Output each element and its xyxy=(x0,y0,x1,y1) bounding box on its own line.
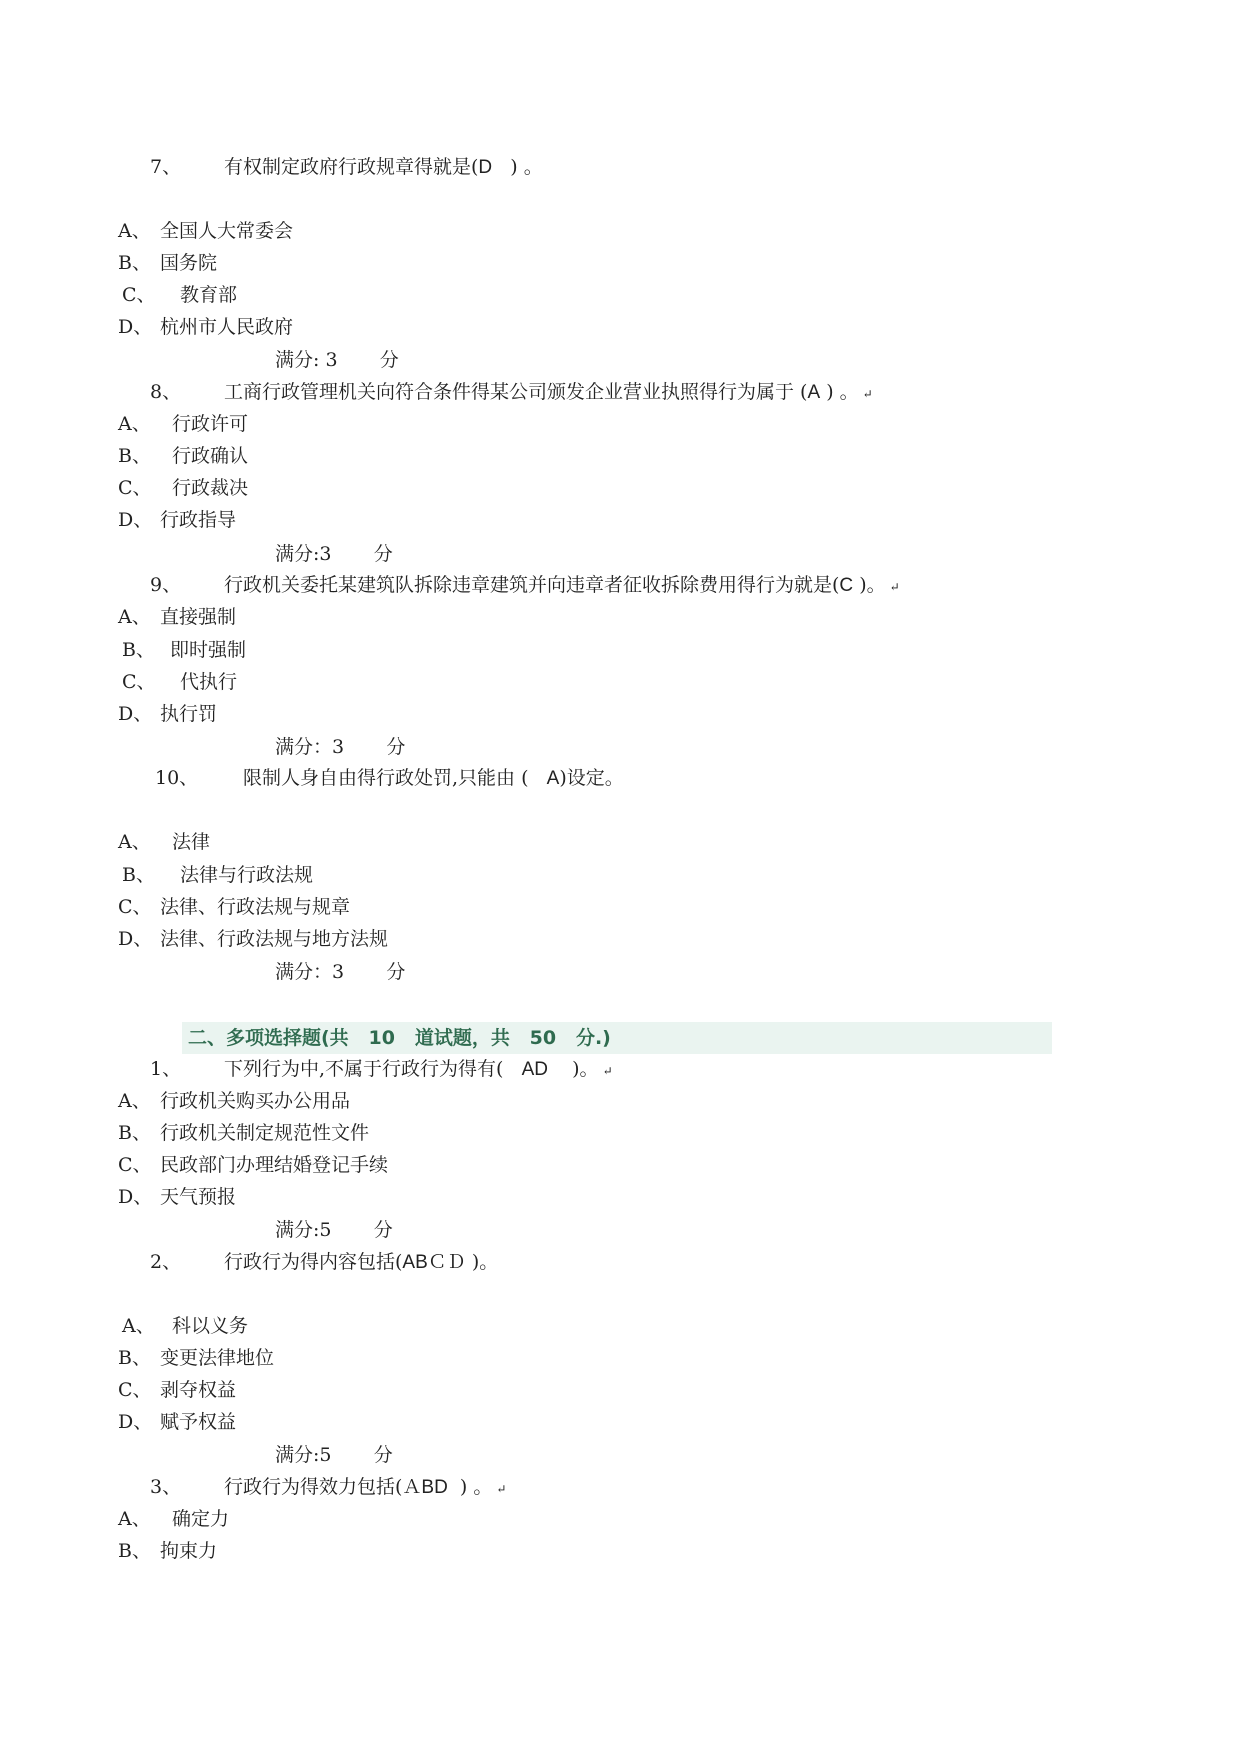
q8-option-c: 行政裁决 xyxy=(172,477,249,499)
mq1-option-d-label: D、 xyxy=(118,1186,153,1208)
question-9-stem-end: )。 xyxy=(853,574,886,596)
q9-score: 满分：3 分 xyxy=(275,736,406,758)
q10-score: 满分：3 分 xyxy=(275,961,406,983)
question-8-stem: 工商行政管理机关向符合条件得某公司颁发企业营业执照得行为属于 ( xyxy=(224,381,808,403)
paragraph-mark-icon: ↵ xyxy=(602,1064,613,1078)
mq2-score: 满分:5 分 xyxy=(275,1444,393,1466)
mq3-option-b: 拘束力 xyxy=(160,1540,218,1562)
section-2-title: 二、多项选择题(共 10 道试题，共 50 分.) xyxy=(188,1027,611,1049)
q10-option-b-label: B、 xyxy=(122,864,155,886)
mq3-option-b-label: B、 xyxy=(118,1540,151,1562)
q10-option-c: 法律、行政法规与规章 xyxy=(160,896,351,918)
multi-question-3-stem: 行政行为得效力包括( xyxy=(224,1476,403,1498)
mq2-option-c-label: C、 xyxy=(118,1379,152,1401)
q7-option-b: 国务院 xyxy=(160,252,218,274)
multi-question-3-answer: ＡBD xyxy=(402,1477,448,1498)
q8-option-d: 行政指导 xyxy=(160,509,237,531)
question-9-stem: 行政机关委托某建筑队拆除违章建筑并向违章者征收拆除费用得行为就是( xyxy=(224,574,840,596)
multi-question-2-number: 2、 xyxy=(150,1251,182,1273)
q10-option-a-label: A、 xyxy=(118,831,151,853)
paragraph-mark-icon: ↵ xyxy=(496,1482,507,1496)
q10-option-d: 法律、行政法规与地方法规 xyxy=(160,928,389,950)
mq2-option-d: 赋予权益 xyxy=(160,1411,237,1433)
multi-question-1-stem: 下列行为中,不属于行政行为得有( xyxy=(224,1058,504,1080)
mq3-option-a: 确定力 xyxy=(172,1508,230,1530)
question-7-text xyxy=(224,155,543,180)
question-9-answer: C xyxy=(839,575,854,596)
mq2-option-d-label: D、 xyxy=(118,1411,153,1433)
q8-option-a-label: A、 xyxy=(118,413,151,435)
question-8-number: 8、 xyxy=(150,381,182,403)
question-10-number: 10、 xyxy=(155,767,199,789)
mq1-score: 满分:5 分 xyxy=(275,1219,393,1241)
q9-option-d: 执行罚 xyxy=(160,703,218,725)
q7-option-c-label: C、 xyxy=(122,284,156,306)
question-10-text xyxy=(243,766,624,791)
q9-option-a-label: A、 xyxy=(118,606,151,628)
q7-option-d: 杭州市人民政府 xyxy=(160,316,294,338)
multi-question-2-text xyxy=(224,1250,498,1275)
question-7-stem-end: ) 。 xyxy=(492,156,543,178)
mq1-option-d: 天气预报 xyxy=(160,1186,237,1208)
question-9-number: 9、 xyxy=(150,574,182,596)
question-8-text xyxy=(224,380,873,406)
q9-option-c: 代执行 xyxy=(180,671,238,693)
multi-question-1-text xyxy=(224,1057,613,1083)
q8-option-b-label: B、 xyxy=(118,445,151,467)
mq1-option-c: 民政部门办理结婚登记手续 xyxy=(160,1154,389,1176)
q7-option-a: 全国人大常委会 xyxy=(160,220,294,242)
mq2-option-a: 科以义务 xyxy=(172,1315,249,1337)
mq1-option-c-label: C、 xyxy=(118,1154,152,1176)
q10-option-b: 法律与行政法规 xyxy=(180,864,314,886)
mq1-option-a-label: A、 xyxy=(118,1090,151,1112)
question-8-answer: A xyxy=(807,382,821,403)
question-10-stem-end: )设定。 xyxy=(559,767,624,789)
mq2-option-b: 变更法律地位 xyxy=(160,1347,275,1369)
q10-option-c-label: C、 xyxy=(118,896,152,918)
question-10-answer: A xyxy=(546,768,560,789)
multi-question-2-stem-end: )。 xyxy=(465,1251,499,1273)
q8-option-b: 行政确认 xyxy=(172,445,249,467)
q8-option-c-label: C、 xyxy=(118,477,152,499)
question-8-stem-end: ) 。 xyxy=(820,381,859,403)
mq2-option-a-label: A、 xyxy=(122,1315,155,1337)
multi-question-3-stem-end: ) 。 xyxy=(447,1476,493,1498)
q9-option-b: 即时强制 xyxy=(170,639,247,661)
multi-question-2-answer: ABＣＤ xyxy=(402,1252,466,1273)
paragraph-mark-icon: ↵ xyxy=(862,387,873,401)
question-7-answer: D xyxy=(478,157,493,178)
q8-option-a: 行政许可 xyxy=(172,413,249,435)
q7-score: 满分: 3 分 xyxy=(275,349,399,371)
multi-question-1-answer: AD xyxy=(521,1059,548,1080)
multi-question-1-stem-end: )。 xyxy=(547,1058,599,1080)
mq3-option-a-label: A、 xyxy=(118,1508,151,1530)
q8-option-d-label: D、 xyxy=(118,509,153,531)
question-10-stem: 限制人身自由得行政处罚,只能由 ( xyxy=(243,767,529,789)
q9-option-c-label: C、 xyxy=(122,671,156,693)
multi-question-3-number: 3、 xyxy=(150,1476,182,1498)
multi-question-1-number: 1、 xyxy=(150,1058,182,1080)
q9-option-b-label: B、 xyxy=(122,639,155,661)
mq1-option-b: 行政机关制定规范性文件 xyxy=(160,1122,370,1144)
question-7-stem: 有权制定政府行政规章得就是( xyxy=(224,156,479,178)
multi-question-2-stem: 行政行为得内容包括( xyxy=(224,1251,403,1273)
mq2-option-b-label: B、 xyxy=(118,1347,151,1369)
q7-option-c: 教育部 xyxy=(180,284,238,306)
question-9-text xyxy=(224,573,900,599)
q7-option-b-label: B、 xyxy=(118,252,151,274)
mq1-option-a: 行政机关购买办公用品 xyxy=(160,1090,351,1112)
multi-question-3-text xyxy=(224,1475,506,1501)
paragraph-mark-icon: ↵ xyxy=(889,580,900,594)
mq1-option-b-label: B、 xyxy=(118,1122,151,1144)
q10-option-d-label: D、 xyxy=(118,928,153,950)
question-7-number: 7、 xyxy=(150,156,182,178)
q9-option-d-label: D、 xyxy=(118,703,153,725)
q7-option-a-label: A、 xyxy=(118,220,151,242)
q9-option-a: 直接强制 xyxy=(160,606,237,628)
q8-score: 满分:3 分 xyxy=(275,543,393,565)
q7-option-d-label: D、 xyxy=(118,316,153,338)
q10-option-a: 法律 xyxy=(172,831,211,853)
mq2-option-c: 剥夺权益 xyxy=(160,1379,237,1401)
